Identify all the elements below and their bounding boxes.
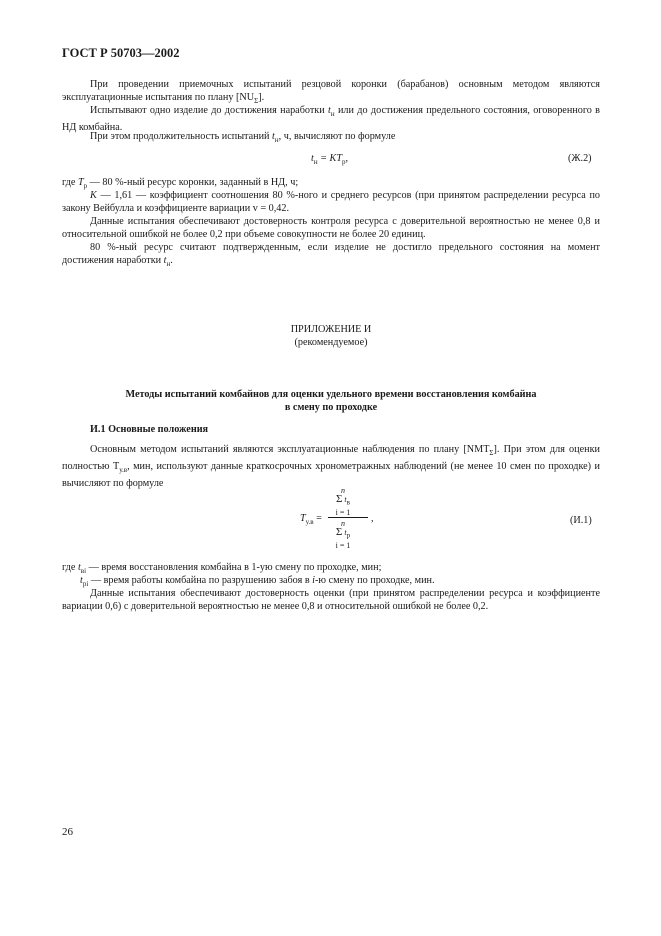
document-header: ГОСТ Р 50703—2002 [62, 46, 180, 60]
fraction-bar [328, 517, 368, 518]
where-tv: где $t_{вi}$ — время восстановления комбайна в 1-ую смену по проходке, мин; [62, 562, 382, 576]
appendix-heading-line2: в смену по проходке [284, 402, 378, 413]
appendix-subtitle: (рекомендуемое) [294, 337, 368, 348]
where-k: K — 1,61 — коэффициент соотношения 80 %-ного и среднего ресурсов (при принятом распределении ресурса по закону Вейбулла и коэффициенте вариации v = 0,42. [62, 190, 600, 214]
paragraph-test-one-item: Испытывают одно изделие до достижения наработки $t_н$ или до достижения предельного состояния, оговоренного в НД комбайна. [62, 105, 600, 134]
page-number: 26 [62, 826, 73, 838]
paragraph-main-method: Основным методом испытаний являются эксплуатационные наблюдения по плану $[NMT_\Sigma]$. При этом для оценки полностью $T_{у.в}$, мин, используют данные краткосрочных хронометражных наблюдений (не менее 10 смен по проходке) и вычисляют по формуле [62, 444, 600, 490]
numerator-sum: n Σ $t_в$ i = 1 [335, 486, 351, 517]
appendix-title: ПРИЛОЖЕНИЕ И [290, 324, 372, 335]
paragraph-duration: При этом продолжительность испытаний $t_н$, ч, вычисляют по формуле [90, 131, 396, 145]
formula-number-zh2: (Ж.2) [568, 153, 592, 164]
formula-i1-end: , [371, 513, 374, 524]
where-tr: где $T_р$ — 80 %-ный ресурс коронки, заданный в НД, ч; [62, 177, 299, 191]
formula-number-i1: (И.1) [570, 515, 592, 526]
section-heading-i1: И.1 Основные положения [90, 424, 209, 435]
denominator-sum: n Σ $t_р$ i = 1 [335, 519, 351, 550]
formula-zh2: $t_н = KT_р$, [311, 153, 349, 167]
paragraph-appendix-reliability: Данные испытания обеспечивают достоверность оценки (при принятом распределении ресурса и коэффициенте вариации 0,6) с доверительной вероятностью не менее 0,8 и относительной ошибкой не более 0,2. [62, 588, 600, 612]
appendix-heading-line1: Методы испытаний комбайнов для оценки удельного времени восстановления комбайна [125, 389, 537, 400]
paragraph-acceptance-tests: При проведении приемочных испытаний резцовой коронки (барабанов) основным методом являются эксплуатационные испытания по плану $[NU_\Sigma]$. [62, 79, 600, 106]
paragraph-reliability: Данные испытания обеспечивают достоверность контроля ресурса с доверительной вероятностью не менее 0,8 и относительной ошибкой не более 0,2 при объеме совокупности не более 20 единиц. [62, 216, 600, 240]
formula-i1-lhs: $T_{у.в}$ = [300, 513, 322, 527]
where-tp: $t_{рi}$ — время работы комбайна по разрушению забоя в i-ю смену по проходке, мин. [80, 575, 435, 589]
paragraph-resource-confirmed: 80 %-ный ресурс считают подтвержденным, если изделие не достигло предельного состояния на момент достижения наработки $t_н$. [62, 242, 600, 269]
